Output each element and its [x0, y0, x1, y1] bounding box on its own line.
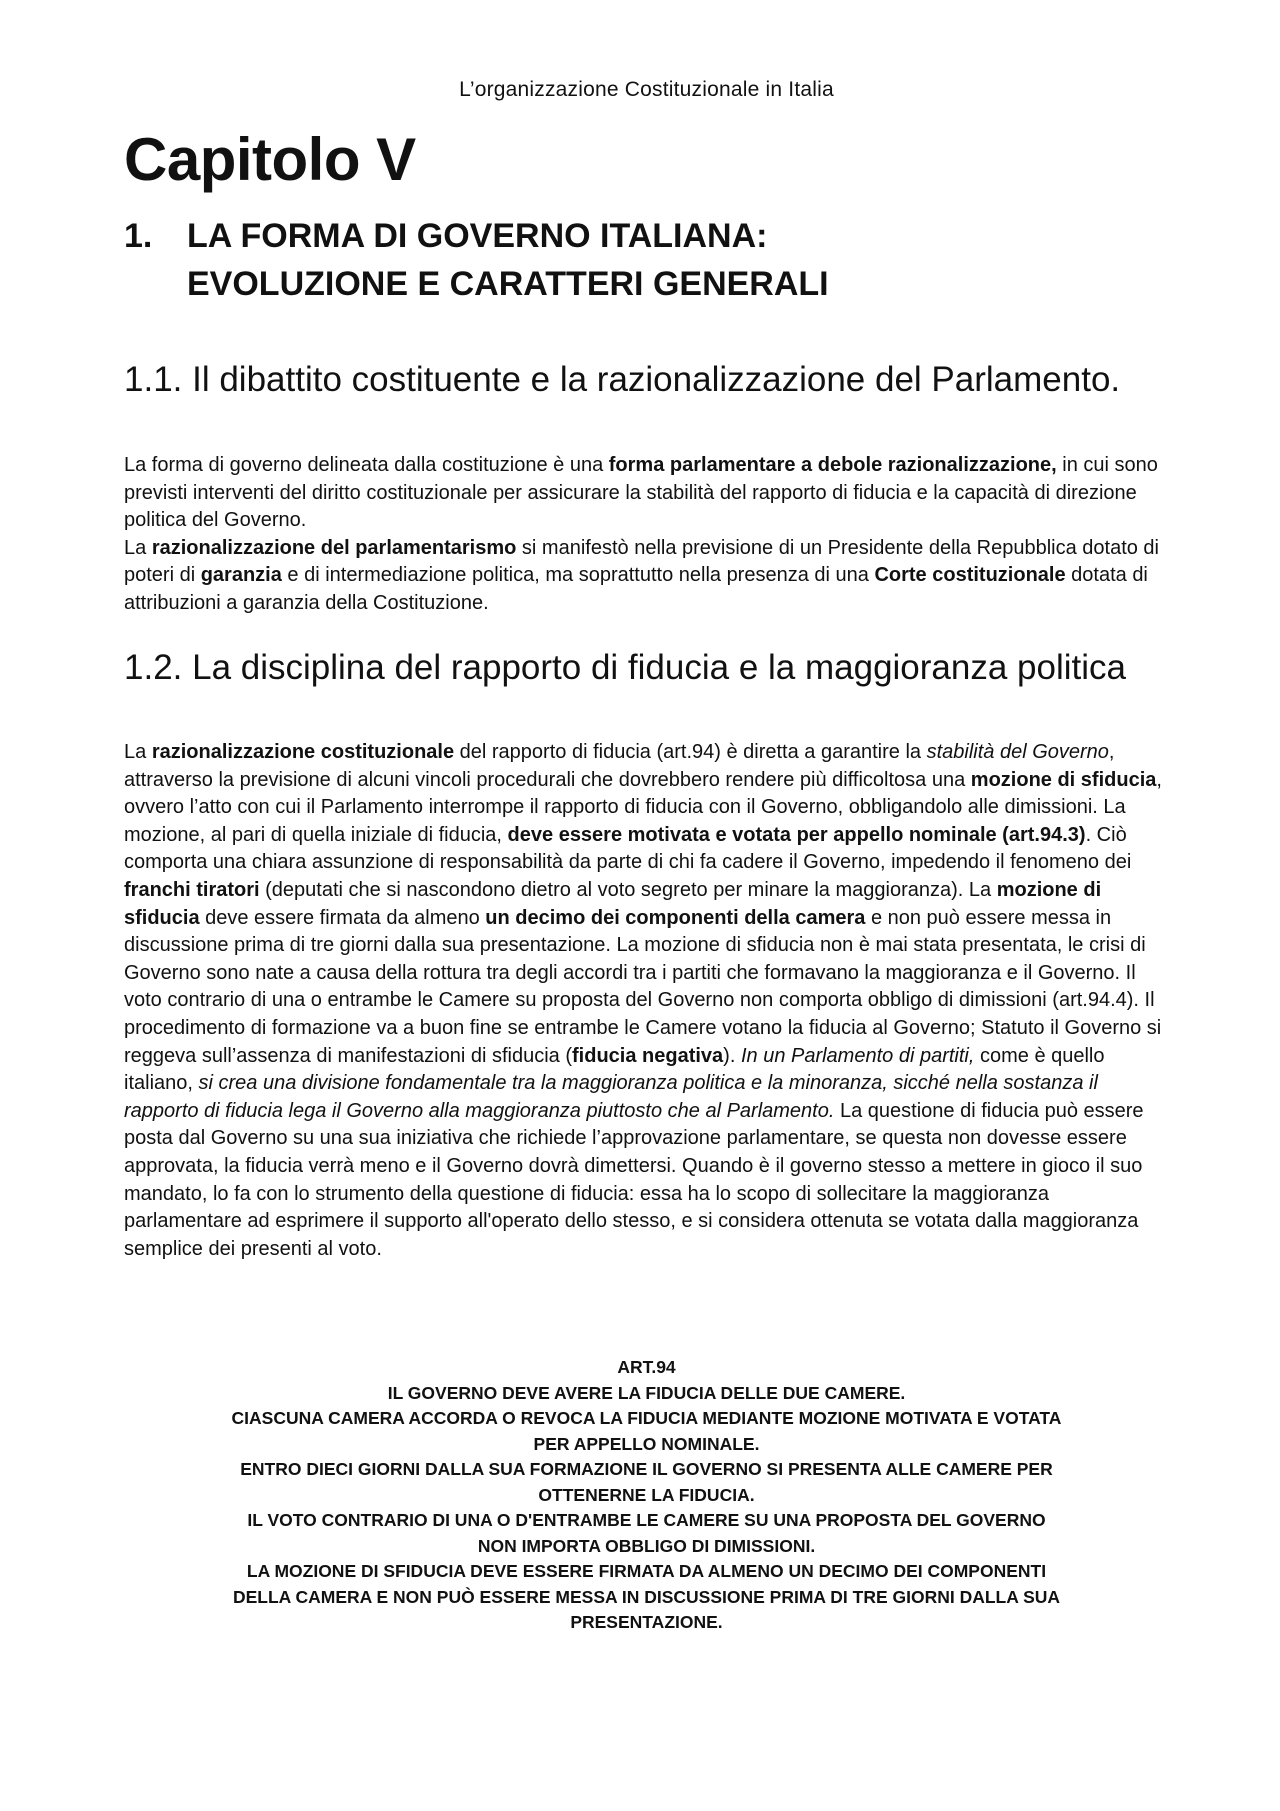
section-title-line-1: LA FORMA DI GOVERNO ITALIANA:	[187, 217, 768, 255]
article-line: OTTENERNE LA FIDUCIA.	[538, 1484, 755, 1505]
italic-text: stabilità del Governo	[926, 741, 1109, 763]
subsection-1-body	[124, 452, 1169, 618]
italic-text: si crea una divisione fondamentale tra la maggioranza politica e la minoranza, sicché nella sostanza il rapporto di fiducia lega il Governo alla maggioranza piuttosto che al Parlamento.	[124, 1072, 1098, 1122]
italic-text: In un Parlamento di partiti,	[740, 1044, 975, 1067]
article-line: PRESENTAZIONE.	[570, 1612, 723, 1632]
text-run: , attraverso la previsione di alcuni vincoli procedurali che dovrebbero rendere più difficoltosa una	[124, 741, 1115, 791]
text-run: . Ciò comporta una chiara assunzione di responsabilità da parte di chi fa cadere il Governo, impedendo il fenomeno dei	[124, 823, 1132, 874]
bold-text: un decimo dei componenti della camera	[485, 906, 866, 929]
text-run: ).	[723, 1044, 741, 1067]
article-line: LA MOZIONE DI SFIDUCIA DEVE ESSERE FIRMATA DA ALMENO UN DECIMO DEI COMPONENTI	[246, 1561, 1047, 1581]
subsection-2-body	[124, 739, 1169, 1263]
article-line: IL GOVERNO DEVE AVERE LA FIDUCIA DELLE DUE CAMERE.	[387, 1382, 906, 1403]
bold-text: garanzia	[200, 564, 282, 587]
bold-text: deve essere motivata e votata per appello nominale (art.94.3)	[507, 823, 1086, 846]
bold-text: forma parlamentare a debole razionalizzazione,	[608, 454, 1057, 476]
article-line: IL VOTO CONTRARIO DI UNA O D'ENTRAMBE LE CAMERE SU UNA PROPOSTA DEL GOVERNO	[247, 1510, 1046, 1530]
text-run: dotata di attribuzioni a garanzia della Costituzione.	[124, 564, 1148, 614]
text-run: e non può essere messa in discussione prima di tre giorni dalla sua presentazione. La mozione di sfiducia non è mai stata presentata, le crisi di Governo sono nate a causa della rottura tra degli accordi tra i partiti che formavano la maggioranza e il Governo. Il voto contrario di una o entrambe le Camere su proposta del Governo non comporta obbligo di dimissioni (art.94.4). Il procedimento di formazione va a buon fine se entrambe le Camere votano la fiducia al Governo; Statuto il Governo si reggeva sull’assenza di manifestazioni di sfiducia (	[124, 906, 1162, 1067]
section-number: 1.	[124, 217, 153, 255]
subsection-1-heading: 1.1. Il dibattito costituente e la razionalizzazione del Parlamento.	[124, 360, 1121, 399]
running-header: L’organizzazione Costituzionale in Italia	[459, 78, 834, 101]
bold-text: razionalizzazione del parlamentarismo	[151, 536, 517, 559]
chapter-title: Capitolo V	[124, 126, 416, 193]
text-run: La	[124, 741, 152, 763]
subsection-2-heading: 1.2. La disciplina del rapporto di fiducia e la maggioranza politica	[124, 648, 1126, 687]
text-run: e di intermediazione politica, ma soprattutto nella presenza di una	[281, 564, 875, 587]
paragraph-rapporto-di-fiducia	[124, 739, 1169, 1263]
article-line: NON IMPORTA OBBLIGO DI DIMISSIONI.	[477, 1535, 816, 1556]
bold-text: fiducia negativa	[572, 1044, 724, 1067]
text-run: (deputati che si nascondono dietro al voto segreto per minare la maggioranza). La	[259, 878, 997, 901]
section-title	[124, 212, 1169, 308]
section-title-line-2: EVOLUZIONE E CARATTERI GENERALI	[187, 265, 829, 303]
text-run: La	[124, 536, 152, 559]
article-line: CIASCUNA CAMERA ACCORDA O REVOCA LA FIDUCIA MEDIANTE MOZIONE MOTIVATA E VOTATA	[231, 1408, 1062, 1428]
article-line: ENTRO DIECI GIORNI DALLA SUA FORMAZIONE IL GOVERNO SI PRESENTA ALLE CAMERE PER	[240, 1459, 1053, 1479]
paragraph-razionalizzazione	[124, 535, 1169, 618]
text-run: deve essere firmata da almeno	[199, 906, 486, 929]
text-run: del rapporto di fiducia (art.94) è diretta a garantire la	[454, 741, 927, 763]
bold-text: Corte costituzionale	[874, 564, 1066, 587]
text-run: , ovvero l’atto con cui il Parlamento interrompe il rapporto di fiducia con il Governo, obbligandolo alle dimissioni. La mozione, al pari di quella iniziale di fiducia,	[124, 768, 1162, 846]
text-run: come è quello italiano,	[124, 1044, 1105, 1095]
article-title: ART.94	[617, 1357, 676, 1377]
bold-text: mozione di sfiducia	[124, 878, 1102, 929]
bold-text: razionalizzazione costituzionale	[151, 741, 455, 763]
text-run: La questione di fiducia può essere posta dal Governo su una sua iniziativa che richiede l’approvazione parlamentare, se questa non dovesse essere approvata, la fiducia verrà meno e il Governo dovrà dimettersi. Quando è il governo stesso a mettere in gioco il suo mandato, lo fa con lo strumento della questione di fiducia: essa ha lo scopo di sollecitare la maggioranza parlamentare ad esprimere il supporto all'operato dello stesso, e si considera ottenuta se votata dalla maggioranza semplice dei presenti al voto.	[124, 1099, 1144, 1260]
article-line: DELLA CAMERA E NON PUÒ ESSERE MESSA IN DISCUSSIONE PRIMA DI TRE GIORNI DALLA SUA	[232, 1586, 1061, 1607]
article-94-quote	[124, 1355, 1169, 1636]
text-run: in cui sono previsti interventi del diritto costituzionale per assicurare la stabilità del rapporto di fiducia e la capacità di direzione politica del Governo.	[124, 454, 1158, 532]
bold-text: mozione di sfiducia	[970, 768, 1157, 791]
bold-text: franchi tiratori	[124, 878, 260, 901]
paragraph-forma-di-governo	[124, 452, 1169, 535]
text-run: si manifestò nella previsione di un Presidente della Repubblica dotato di poteri di	[124, 536, 1159, 587]
text-run: La forma di governo delineata dalla costituzione è una	[124, 454, 609, 476]
article-line: PER APPELLO NOMINALE.	[533, 1433, 760, 1454]
